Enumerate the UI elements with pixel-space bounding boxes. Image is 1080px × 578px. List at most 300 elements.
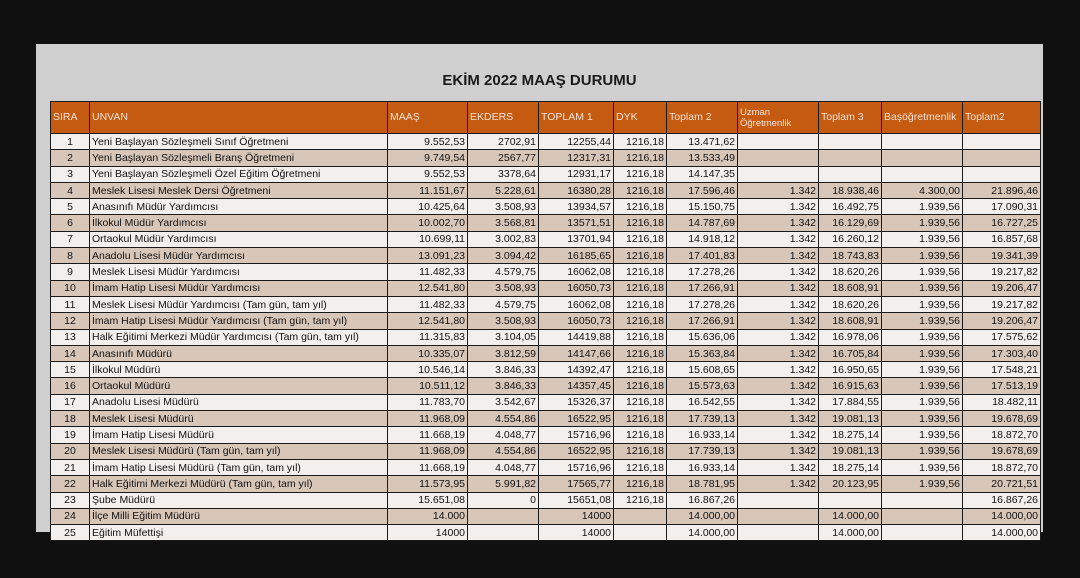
cell-uzman-ogretmenlik[interactable]: 1.342: [738, 394, 819, 410]
cell-dyk[interactable]: 1216,18: [614, 411, 667, 427]
cell-toplam2-final[interactable]: 17.303,40: [963, 345, 1041, 361]
cell-unvan[interactable]: Meslek Lisesi Müdürü: [90, 411, 388, 427]
cell-toplam2-final[interactable]: 19.206,47: [963, 280, 1041, 296]
cell-toplam1[interactable]: 16050,73: [539, 280, 614, 296]
cell-uzman-ogretmenlik[interactable]: 1.342: [738, 182, 819, 198]
cell-dyk[interactable]: 1216,18: [614, 313, 667, 329]
cell-uzman-ogretmenlik[interactable]: 1.342: [738, 313, 819, 329]
cell-dyk[interactable]: 1216,18: [614, 248, 667, 264]
cell-toplam3[interactable]: [819, 166, 882, 182]
cell-toplam2-final[interactable]: [963, 166, 1041, 182]
cell-uzman-ogretmenlik[interactable]: 1.342: [738, 199, 819, 215]
cell-uzman-ogretmenlik[interactable]: [738, 525, 819, 541]
cell-toplam2[interactable]: 14.918,12: [667, 231, 738, 247]
cell-uzman-ogretmenlik[interactable]: 1.342: [738, 231, 819, 247]
cell-ekders[interactable]: 3.508,93: [468, 280, 539, 296]
cell-maas[interactable]: 10.546,14: [388, 362, 468, 378]
cell-toplam1[interactable]: 16522,95: [539, 443, 614, 459]
cell-maas[interactable]: 11.783,70: [388, 394, 468, 410]
cell-ekders[interactable]: 3.846,33: [468, 362, 539, 378]
cell-maas[interactable]: 13.091,23: [388, 248, 468, 264]
cell-unvan[interactable]: Anadolu Lisesi Müdür Yardımcısı: [90, 248, 388, 264]
cell-unvan[interactable]: Meslek Lisesi Müdürü (Tam gün, tam yıl): [90, 443, 388, 459]
cell-toplam2[interactable]: 13.471,62: [667, 134, 738, 150]
cell-toplam2-final[interactable]: 16.727,25: [963, 215, 1041, 231]
cell-toplam2-final[interactable]: 18.872,70: [963, 459, 1041, 475]
cell-ekders[interactable]: 3.508,93: [468, 199, 539, 215]
cell-unvan[interactable]: İmam Hatip Lisesi Müdürü: [90, 427, 388, 443]
cell-dyk[interactable]: 1216,18: [614, 378, 667, 394]
cell-sira[interactable]: 11: [51, 296, 90, 312]
cell-dyk[interactable]: 1216,18: [614, 199, 667, 215]
cell-toplam2-final[interactable]: 19.217,82: [963, 264, 1041, 280]
cell-maas[interactable]: 11.968,09: [388, 443, 468, 459]
cell-sira[interactable]: 4: [51, 182, 90, 198]
cell-toplam2[interactable]: 15.150,75: [667, 199, 738, 215]
cell-sira[interactable]: 16: [51, 378, 90, 394]
cell-toplam2[interactable]: 16.867,26: [667, 492, 738, 508]
cell-toplam2-final[interactable]: 19.678,69: [963, 411, 1041, 427]
cell-toplam1[interactable]: 14000: [539, 525, 614, 541]
table-row: [51, 525, 1041, 541]
cell-toplam1[interactable]: 16062,08: [539, 296, 614, 312]
cell-toplam2-final[interactable]: 17.575,62: [963, 329, 1041, 345]
cell-ekders[interactable]: 4.554,86: [468, 411, 539, 427]
cell-unvan[interactable]: İmam Hatip Lisesi Müdür Yardımcısı (Tam gün, tam yıl): [90, 313, 388, 329]
cell-toplam1[interactable]: 14419,88: [539, 329, 614, 345]
cell-toplam2[interactable]: 17.266,91: [667, 280, 738, 296]
cell-toplam3[interactable]: 18.275,14: [819, 459, 882, 475]
cell-toplam3[interactable]: 18.608,91: [819, 280, 882, 296]
cell-unvan[interactable]: Ortaokul Müdür Yardımcısı: [90, 231, 388, 247]
cell-toplam3[interactable]: [819, 150, 882, 166]
cell-sira[interactable]: 25: [51, 525, 90, 541]
header-toplam1[interactable]: TOPLAM 1: [539, 102, 614, 134]
cell-toplam2-final[interactable]: 16.857,68: [963, 231, 1041, 247]
cell-uzman-ogretmenlik[interactable]: 1.342: [738, 459, 819, 475]
cell-dyk[interactable]: 1216,18: [614, 476, 667, 492]
cell-unvan[interactable]: Meslek Lisesi Meslek Dersi Öğretmeni: [90, 182, 388, 198]
cell-toplam2[interactable]: 14.000,00: [667, 508, 738, 524]
cell-basogretmenlik[interactable]: [882, 134, 963, 150]
cell-toplam3[interactable]: 16.260,12: [819, 231, 882, 247]
cell-unvan[interactable]: İlkokul Müdür Yardımcısı: [90, 215, 388, 231]
cell-toplam2[interactable]: 15.608,65: [667, 362, 738, 378]
cell-maas[interactable]: 11.968,09: [388, 411, 468, 427]
cell-unvan[interactable]: Anasınıfı Müdür Yardımcısı: [90, 199, 388, 215]
cell-maas[interactable]: 9.552,53: [388, 166, 468, 182]
cell-toplam1[interactable]: 13934,57: [539, 199, 614, 215]
cell-basogretmenlik[interactable]: 1.939,56: [882, 329, 963, 345]
cell-toplam2-final[interactable]: 14.000,00: [963, 525, 1041, 541]
cell-maas[interactable]: 9.552,53: [388, 134, 468, 150]
cell-uzman-ogretmenlik[interactable]: [738, 150, 819, 166]
cell-basogretmenlik[interactable]: 1.939,56: [882, 280, 963, 296]
cell-basogretmenlik[interactable]: 1.939,56: [882, 443, 963, 459]
table-body: [51, 134, 1041, 541]
cell-unvan[interactable]: Şube Müdürü: [90, 492, 388, 508]
cell-ekders[interactable]: 3.094,42: [468, 248, 539, 264]
sheet-title: EKİM 2022 MAAŞ DURUMU: [442, 72, 637, 89]
cell-basogretmenlik[interactable]: 1.939,56: [882, 215, 963, 231]
cell-toplam1[interactable]: 13571,51: [539, 215, 614, 231]
cell-toplam2-final[interactable]: 17.548,21: [963, 362, 1041, 378]
cell-toplam3[interactable]: 19.081,13: [819, 443, 882, 459]
cell-ekders[interactable]: 3378,64: [468, 166, 539, 182]
cell-toplam3[interactable]: 16.705,84: [819, 345, 882, 361]
cell-toplam1[interactable]: 14147,66: [539, 345, 614, 361]
cell-basogretmenlik[interactable]: [882, 150, 963, 166]
cell-toplam1[interactable]: 14357,45: [539, 378, 614, 394]
cell-toplam2-final[interactable]: 21.896,46: [963, 182, 1041, 198]
cell-basogretmenlik[interactable]: 1.939,56: [882, 394, 963, 410]
cell-toplam3[interactable]: 16.950,65: [819, 362, 882, 378]
cell-toplam2[interactable]: 13.533,49: [667, 150, 738, 166]
cell-basogretmenlik[interactable]: [882, 166, 963, 182]
cell-maas[interactable]: 10.511,12: [388, 378, 468, 394]
cell-toplam1[interactable]: 14000: [539, 508, 614, 524]
cell-ekders[interactable]: 4.048,77: [468, 427, 539, 443]
cell-toplam1[interactable]: 12255,44: [539, 134, 614, 150]
header-ekders[interactable]: EKDERS: [468, 102, 539, 134]
table-row: [51, 476, 1041, 492]
cell-sira[interactable]: 24: [51, 508, 90, 524]
cell-sira[interactable]: 13: [51, 329, 90, 345]
cell-toplam3[interactable]: 20.123,95: [819, 476, 882, 492]
cell-maas[interactable]: 10.699,11: [388, 231, 468, 247]
cell-sira[interactable]: 8: [51, 248, 90, 264]
cell-toplam3[interactable]: 14.000,00: [819, 508, 882, 524]
cell-maas[interactable]: 10.335,07: [388, 345, 468, 361]
cell-sira[interactable]: 10: [51, 280, 90, 296]
cell-unvan[interactable]: Yeni Başlayan Sözleşmeli Sınıf Öğretmeni: [90, 134, 388, 150]
cell-toplam3[interactable]: 18.620,26: [819, 264, 882, 280]
cell-toplam2-final[interactable]: 20.721,51: [963, 476, 1041, 492]
cell-dyk[interactable]: 1216,18: [614, 134, 667, 150]
cell-unvan[interactable]: İlkokul Müdürü: [90, 362, 388, 378]
cell-toplam1[interactable]: 15326,37: [539, 394, 614, 410]
cell-sira[interactable]: 7: [51, 231, 90, 247]
cell-sira[interactable]: 20: [51, 443, 90, 459]
cell-basogretmenlik[interactable]: 1.939,56: [882, 459, 963, 475]
cell-toplam2[interactable]: 17.278,26: [667, 264, 738, 280]
cell-toplam2[interactable]: 17.266,91: [667, 313, 738, 329]
cell-maas[interactable]: 11.668,19: [388, 427, 468, 443]
cell-toplam2[interactable]: 14.000,00: [667, 525, 738, 541]
cell-uzman-ogretmenlik[interactable]: [738, 166, 819, 182]
cell-toplam2[interactable]: 15.573,63: [667, 378, 738, 394]
cell-toplam1[interactable]: 13701,94: [539, 231, 614, 247]
cell-unvan[interactable]: İmam Hatip Lisesi Müdür Yardımcısı: [90, 280, 388, 296]
cell-toplam1[interactable]: 16380,28: [539, 182, 614, 198]
header-toplam2-final[interactable]: Toplam2: [963, 102, 1041, 134]
cell-toplam2-final[interactable]: 14.000,00: [963, 508, 1041, 524]
cell-ekders[interactable]: 0: [468, 492, 539, 508]
cell-basogretmenlik[interactable]: 1.939,56: [882, 411, 963, 427]
cell-unvan[interactable]: İlçe Milli Eğitim Müdürü: [90, 508, 388, 524]
cell-maas[interactable]: 14000: [388, 525, 468, 541]
cell-unvan[interactable]: Yeni Başlayan Sözleşmeli Branş Öğretmeni: [90, 150, 388, 166]
cell-sira[interactable]: 23: [51, 492, 90, 508]
cell-sira[interactable]: 2: [51, 150, 90, 166]
cell-toplam1[interactable]: 15716,96: [539, 459, 614, 475]
cell-toplam1[interactable]: 16062,08: [539, 264, 614, 280]
cell-dyk[interactable]: 1216,18: [614, 362, 667, 378]
salary-table: [50, 101, 1041, 541]
cell-ekders[interactable]: 3.104,05: [468, 329, 539, 345]
cell-basogretmenlik[interactable]: [882, 508, 963, 524]
cell-toplam3[interactable]: 16.129,69: [819, 215, 882, 231]
cell-ekders[interactable]: [468, 508, 539, 524]
cell-toplam2[interactable]: 17.739,13: [667, 411, 738, 427]
header-sira[interactable]: SIRA: [51, 102, 90, 134]
table-row: [51, 134, 1041, 150]
cell-toplam3[interactable]: 18.743,83: [819, 248, 882, 264]
cell-dyk[interactable]: 1216,18: [614, 329, 667, 345]
cell-toplam3[interactable]: 18.620,26: [819, 296, 882, 312]
table-row: [51, 329, 1041, 345]
cell-sira[interactable]: 9: [51, 264, 90, 280]
cell-basogretmenlik[interactable]: 1.939,56: [882, 264, 963, 280]
cell-dyk[interactable]: 1216,18: [614, 427, 667, 443]
table-row: [51, 296, 1041, 312]
cell-toplam3[interactable]: [819, 492, 882, 508]
cell-uzman-ogretmenlik[interactable]: [738, 492, 819, 508]
cell-basogretmenlik[interactable]: [882, 492, 963, 508]
cell-basogretmenlik[interactable]: [882, 525, 963, 541]
cell-ekders[interactable]: 5.228,61: [468, 182, 539, 198]
cell-toplam1[interactable]: 15716,96: [539, 427, 614, 443]
cell-toplam1[interactable]: 16522,95: [539, 411, 614, 427]
cell-maas[interactable]: 10.002,70: [388, 215, 468, 231]
cell-sira[interactable]: 14: [51, 345, 90, 361]
cell-unvan[interactable]: Anadolu Lisesi Müdürü: [90, 394, 388, 410]
cell-unvan[interactable]: İmam Hatip Lisesi Müdürü (Tam gün, tam yıl): [90, 459, 388, 475]
cell-sira[interactable]: 1: [51, 134, 90, 150]
table-row: [51, 411, 1041, 427]
cell-basogretmenlik[interactable]: 1.939,56: [882, 248, 963, 264]
cell-dyk[interactable]: 1216,18: [614, 296, 667, 312]
cell-ekders[interactable]: 2702,91: [468, 134, 539, 150]
cell-ekders[interactable]: 5.991,82: [468, 476, 539, 492]
cell-toplam1[interactable]: 15651,08: [539, 492, 614, 508]
cell-toplam3[interactable]: [819, 134, 882, 150]
cell-maas[interactable]: 11.315,83: [388, 329, 468, 345]
cell-unvan[interactable]: Meslek Lisesi Müdür Yardımcısı (Tam gün, tam yıl): [90, 296, 388, 312]
cell-basogretmenlik[interactable]: 1.939,56: [882, 345, 963, 361]
cell-basogretmenlik[interactable]: 1.939,56: [882, 427, 963, 443]
cell-maas[interactable]: 14.000: [388, 508, 468, 524]
cell-toplam2[interactable]: 17.401,83: [667, 248, 738, 264]
cell-basogretmenlik[interactable]: 1.939,56: [882, 362, 963, 378]
cell-maas[interactable]: 11.573,95: [388, 476, 468, 492]
header-dyk[interactable]: DYK: [614, 102, 667, 134]
header-basogretmenlik[interactable]: Başöğretmenlik: [882, 102, 963, 134]
table-row: [51, 345, 1041, 361]
cell-toplam2[interactable]: 18.781,95: [667, 476, 738, 492]
cell-toplam2-final[interactable]: 17.090,31: [963, 199, 1041, 215]
cell-toplam3[interactable]: 18.938,46: [819, 182, 882, 198]
cell-toplam3[interactable]: 19.081,13: [819, 411, 882, 427]
cell-uzman-ogretmenlik[interactable]: 1.342: [738, 296, 819, 312]
cell-ekders[interactable]: 4.579,75: [468, 264, 539, 280]
table-row: [51, 394, 1041, 410]
cell-toplam3[interactable]: 16.978,06: [819, 329, 882, 345]
cell-dyk[interactable]: 1216,18: [614, 182, 667, 198]
cell-uzman-ogretmenlik[interactable]: 1.342: [738, 280, 819, 296]
cell-toplam2[interactable]: 16.933,14: [667, 459, 738, 475]
cell-basogretmenlik[interactable]: 1.939,56: [882, 313, 963, 329]
cell-toplam3[interactable]: 18.608,91: [819, 313, 882, 329]
cell-sira[interactable]: 6: [51, 215, 90, 231]
cell-sira[interactable]: 15: [51, 362, 90, 378]
cell-toplam2[interactable]: 15.636,06: [667, 329, 738, 345]
cell-unvan[interactable]: Halk Eğitimi Merkezi Müdür Yardımcısı (Tam gün, tam yıl): [90, 329, 388, 345]
header-toplam3[interactable]: Toplam 3: [819, 102, 882, 134]
cell-ekders[interactable]: 2567,77: [468, 150, 539, 166]
cell-unvan[interactable]: Yeni Başlayan Sözleşmeli Özel Eğitim Öğretmeni: [90, 166, 388, 182]
cell-dyk[interactable]: 1216,18: [614, 492, 667, 508]
cell-toplam1[interactable]: 17565,77: [539, 476, 614, 492]
cell-uzman-ogretmenlik[interactable]: 1.342: [738, 362, 819, 378]
cell-toplam2-final[interactable]: 16.867,26: [963, 492, 1041, 508]
cell-toplam2[interactable]: 17.596,46: [667, 182, 738, 198]
cell-ekders[interactable]: 4.554,86: [468, 443, 539, 459]
cell-toplam1[interactable]: 12931,17: [539, 166, 614, 182]
cell-toplam1[interactable]: 16050,73: [539, 313, 614, 329]
cell-sira[interactable]: 17: [51, 394, 90, 410]
cell-ekders[interactable]: 3.508,93: [468, 313, 539, 329]
cell-maas[interactable]: 12.541,80: [388, 313, 468, 329]
header-unvan[interactable]: UNVAN: [90, 102, 388, 134]
cell-basogretmenlik[interactable]: 1.939,56: [882, 296, 963, 312]
cell-sira[interactable]: 19: [51, 427, 90, 443]
cell-toplam3[interactable]: 18.275,14: [819, 427, 882, 443]
cell-unvan[interactable]: Meslek Lisesi Müdür Yardımcısı: [90, 264, 388, 280]
cell-toplam2[interactable]: 14.147,35: [667, 166, 738, 182]
cell-dyk[interactable]: 1216,18: [614, 345, 667, 361]
cell-dyk[interactable]: 1216,18: [614, 215, 667, 231]
cell-ekders[interactable]: 3.568,81: [468, 215, 539, 231]
cell-unvan[interactable]: Halk Eğitimi Merkezi Müdürü (Tam gün, tam yıl): [90, 476, 388, 492]
cell-maas[interactable]: 11.151,67: [388, 182, 468, 198]
table-row: [51, 248, 1041, 264]
cell-ekders[interactable]: 3.002,83: [468, 231, 539, 247]
cell-toplam2[interactable]: 16.542,55: [667, 394, 738, 410]
cell-uzman-ogretmenlik[interactable]: 1.342: [738, 443, 819, 459]
cell-uzman-ogretmenlik[interactable]: 1.342: [738, 345, 819, 361]
cell-toplam2[interactable]: 17.278,26: [667, 296, 738, 312]
cell-toplam3[interactable]: 17.884,55: [819, 394, 882, 410]
cell-sira[interactable]: 18: [51, 411, 90, 427]
cell-maas[interactable]: 9.749,54: [388, 150, 468, 166]
cell-maas[interactable]: 12.541,80: [388, 280, 468, 296]
cell-uzman-ogretmenlik[interactable]: 1.342: [738, 427, 819, 443]
cell-dyk[interactable]: 1216,18: [614, 280, 667, 296]
table-row: [51, 182, 1041, 198]
cell-uzman-ogretmenlik[interactable]: 1.342: [738, 476, 819, 492]
cell-dyk[interactable]: [614, 508, 667, 524]
cell-toplam3[interactable]: 16.915,63: [819, 378, 882, 394]
cell-uzman-ogretmenlik[interactable]: 1.342: [738, 378, 819, 394]
cell-toplam3[interactable]: 14.000,00: [819, 525, 882, 541]
cell-toplam2[interactable]: 16.933,14: [667, 427, 738, 443]
cell-sira[interactable]: 12: [51, 313, 90, 329]
cell-toplam1[interactable]: 14392,47: [539, 362, 614, 378]
cell-dyk[interactable]: [614, 525, 667, 541]
cell-dyk[interactable]: 1216,18: [614, 443, 667, 459]
cell-toplam3[interactable]: 16.492,75: [819, 199, 882, 215]
cell-toplam2-final[interactable]: 19.217,82: [963, 296, 1041, 312]
cell-maas[interactable]: 10.425,64: [388, 199, 468, 215]
cell-uzman-ogretmenlik[interactable]: 1.342: [738, 329, 819, 345]
cell-maas[interactable]: 11.668,19: [388, 459, 468, 475]
cell-unvan[interactable]: Eğitim Müfettişi: [90, 525, 388, 541]
cell-uzman-ogretmenlik[interactable]: [738, 508, 819, 524]
cell-dyk[interactable]: 1216,18: [614, 394, 667, 410]
cell-dyk[interactable]: 1216,18: [614, 264, 667, 280]
cell-uzman-ogretmenlik[interactable]: 1.342: [738, 411, 819, 427]
cell-toplam2[interactable]: 14.787,69: [667, 215, 738, 231]
cell-dyk[interactable]: 1216,18: [614, 166, 667, 182]
cell-toplam2-final[interactable]: [963, 134, 1041, 150]
cell-unvan[interactable]: Anasınıfı Müdürü: [90, 345, 388, 361]
header-toplam2[interactable]: Toplam 2: [667, 102, 738, 134]
cell-ekders[interactable]: 3.846,33: [468, 378, 539, 394]
cell-sira[interactable]: 5: [51, 199, 90, 215]
table-row: [51, 378, 1041, 394]
cell-sira[interactable]: 21: [51, 459, 90, 475]
cell-dyk[interactable]: 1216,18: [614, 459, 667, 475]
cell-maas[interactable]: 11.482,33: [388, 296, 468, 312]
cell-toplam2-final[interactable]: 17.513,19: [963, 378, 1041, 394]
cell-ekders[interactable]: 3.542,67: [468, 394, 539, 410]
cell-uzman-ogretmenlik[interactable]: 1.342: [738, 215, 819, 231]
cell-toplam1[interactable]: 16185,65: [539, 248, 614, 264]
header-uzman-ogretmenlik[interactable]: Uzman Öğretmenlik: [738, 102, 819, 134]
cell-ekders[interactable]: [468, 525, 539, 541]
cell-unvan[interactable]: Ortaokul Müdürü: [90, 378, 388, 394]
cell-ekders[interactable]: 4.579,75: [468, 296, 539, 312]
cell-toplam1[interactable]: 12317,31: [539, 150, 614, 166]
cell-toplam2-final[interactable]: 18.482,11: [963, 394, 1041, 410]
cell-dyk[interactable]: 1216,18: [614, 231, 667, 247]
cell-toplam2[interactable]: 15.363,84: [667, 345, 738, 361]
cell-ekders[interactable]: 3.812,59: [468, 345, 539, 361]
cell-dyk[interactable]: 1216,18: [614, 150, 667, 166]
cell-uzman-ogretmenlik[interactable]: 1.342: [738, 248, 819, 264]
header-maas[interactable]: MAAŞ: [388, 102, 468, 134]
cell-toplam2-final[interactable]: 19.341,39: [963, 248, 1041, 264]
cell-sira[interactable]: 3: [51, 166, 90, 182]
cell-basogretmenlik[interactable]: 1.939,56: [882, 199, 963, 215]
cell-basogretmenlik[interactable]: 1.939,56: [882, 476, 963, 492]
cell-basogretmenlik[interactable]: 1.939,56: [882, 378, 963, 394]
cell-toplam2-final[interactable]: 18.872,70: [963, 427, 1041, 443]
cell-basogretmenlik[interactable]: 4.300,00: [882, 182, 963, 198]
cell-sira[interactable]: 22: [51, 476, 90, 492]
cell-uzman-ogretmenlik[interactable]: 1.342: [738, 264, 819, 280]
cell-maas[interactable]: 15.651,08: [388, 492, 468, 508]
cell-toplam2[interactable]: 17.739,13: [667, 443, 738, 459]
cell-maas[interactable]: 11.482,33: [388, 264, 468, 280]
cell-toplam2-final[interactable]: 19.678,69: [963, 443, 1041, 459]
cell-uzman-ogretmenlik[interactable]: [738, 134, 819, 150]
cell-ekders[interactable]: 4.048,77: [468, 459, 539, 475]
cell-toplam2-final[interactable]: [963, 150, 1041, 166]
cell-toplam2-final[interactable]: 19.206,47: [963, 313, 1041, 329]
cell-basogretmenlik[interactable]: 1.939,56: [882, 231, 963, 247]
